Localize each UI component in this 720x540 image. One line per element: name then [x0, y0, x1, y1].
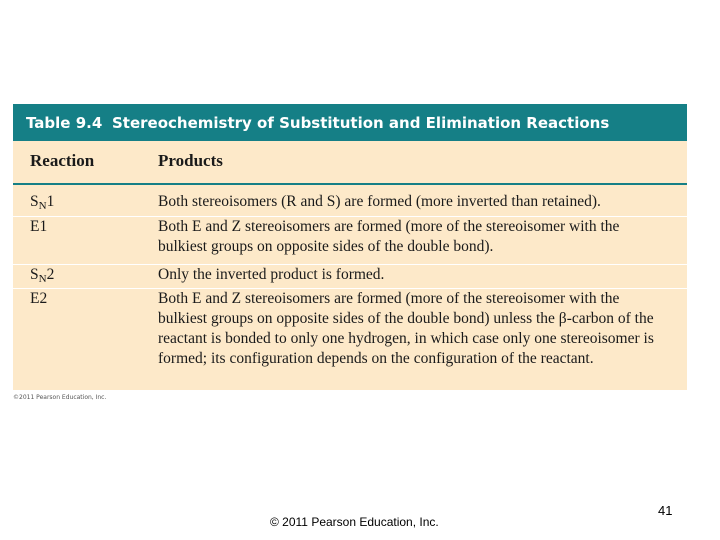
reaction-order: 2	[46, 266, 55, 283]
reaction-main: E1	[30, 218, 48, 235]
reaction-subscript: N	[38, 200, 47, 212]
products-cell	[158, 289, 678, 369]
reaction-main: S	[30, 266, 39, 283]
products-line: bulkiest groups on opposite sides of the double bond) unless the β-carbon of the	[158, 310, 654, 327]
products-line: formed; its configuration depends on the configuration of the reactant.	[158, 350, 594, 367]
column-header-row	[13, 141, 687, 185]
table-row	[13, 216, 687, 255]
reaction-cell	[30, 217, 47, 237]
products-line: Both E and Z stereoisomers are formed (more of the stereoisomer with the	[158, 218, 620, 235]
column-header-reaction: Reaction	[30, 151, 95, 170]
table-title-bar	[13, 104, 687, 141]
table-title: Stereochemistry of Substitution and Elimination Reactions	[112, 113, 610, 132]
products-cell	[158, 192, 678, 212]
source-note: ©2011 Pearson Education, Inc.	[13, 394, 107, 401]
table-number: Table 9.4	[26, 113, 103, 132]
products-cell	[158, 265, 678, 285]
column-header-products: Products	[158, 151, 223, 170]
table-row	[13, 288, 687, 367]
products-line: reactant is bonded to only one hydrogen, in which case only one stereoisomer is	[158, 330, 654, 347]
products-line: Only the inverted product is formed.	[158, 266, 385, 283]
products-cell	[158, 217, 678, 257]
table-row	[13, 264, 687, 285]
reaction-subscript: N	[38, 273, 47, 285]
slide-number: 41	[658, 503, 673, 518]
reaction-cell	[30, 192, 54, 212]
reaction-cell	[30, 265, 54, 285]
reaction-cell	[30, 289, 47, 309]
table-figure	[13, 104, 687, 390]
products-line: Both E and Z stereoisomers are formed (more of the stereoisomer with the	[158, 290, 620, 307]
reaction-main: E2	[30, 290, 48, 307]
reaction-main: S	[30, 193, 39, 210]
footer-copyright: © 2011 Pearson Education, Inc.	[270, 515, 439, 529]
products-line: Both stereoisomers (R and S) are formed (more inverted than retained).	[158, 193, 601, 210]
reaction-order: 1	[46, 193, 55, 210]
products-line: bulkiest groups on opposite sides of the double bond).	[158, 238, 494, 255]
